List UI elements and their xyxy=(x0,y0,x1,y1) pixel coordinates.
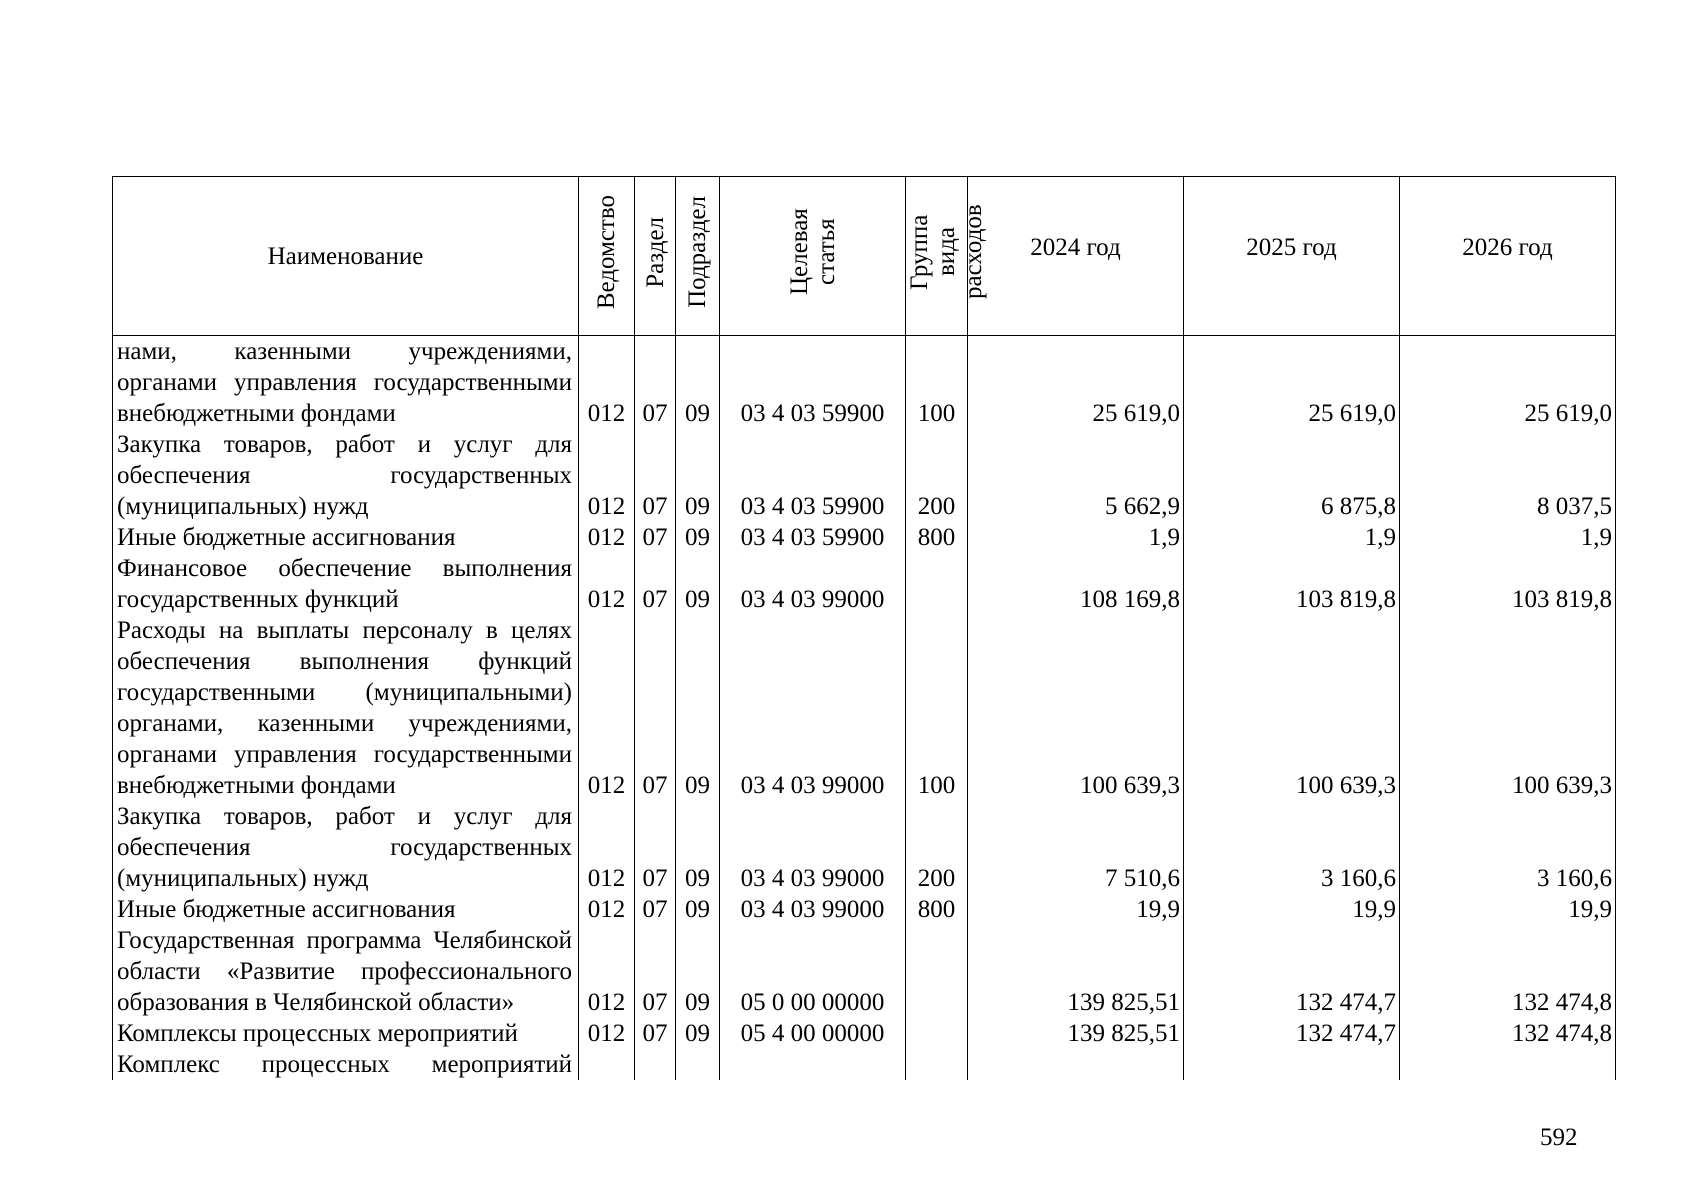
row-group: 800 xyxy=(906,894,968,925)
table-row xyxy=(113,1049,1616,1080)
row-2024: 5 662,9 xyxy=(968,429,1184,522)
row-name: Расходы на выплаты персоналу в целях обеспечения выполнения функций государственными (муниципальными) органами, казенными учреждениями, органами управления государственными внебюджетными фондами xyxy=(113,615,579,801)
budget-table xyxy=(112,176,1616,1080)
row-ved xyxy=(579,1049,635,1080)
header-vedomstvo: Ведомство xyxy=(579,177,635,336)
row-2026: 1,9 xyxy=(1400,522,1616,553)
row-2024 xyxy=(968,1049,1184,1080)
row-group xyxy=(906,1049,968,1080)
row-2025: 100 639,3 xyxy=(1184,615,1400,801)
table-row xyxy=(113,894,1616,925)
row-name: Финансовое обеспечение выполнения государственных функций xyxy=(113,553,579,615)
row-ved: 012 xyxy=(579,553,635,615)
table-row xyxy=(113,336,1616,430)
row-podr: 09 xyxy=(676,1018,720,1049)
row-razd: 07 xyxy=(635,336,676,430)
row-2026: 8 037,5 xyxy=(1400,429,1616,522)
row-group: 200 xyxy=(906,801,968,894)
row-name: Иные бюджетные ассигнования xyxy=(113,894,579,925)
row-razd: 07 xyxy=(635,429,676,522)
row-group: 200 xyxy=(906,429,968,522)
row-podr: 09 xyxy=(676,553,720,615)
row-ved: 012 xyxy=(579,894,635,925)
header-podrazdel: Подраздел xyxy=(676,177,720,336)
table-row xyxy=(113,925,1616,1018)
row-2026 xyxy=(1400,1049,1616,1080)
row-razd xyxy=(635,1049,676,1080)
table-row xyxy=(113,553,1616,615)
header-razdel: Раздел xyxy=(635,177,676,336)
row-podr: 09 xyxy=(676,336,720,430)
header-2024: 2024 год xyxy=(968,177,1184,336)
row-group: 100 xyxy=(906,615,968,801)
row-2024: 139 825,51 xyxy=(968,1018,1184,1049)
row-name: Закупка товаров, работ и услуг для обеспечения государственных (муниципальных) нужд xyxy=(113,801,579,894)
row-2025: 6 875,8 xyxy=(1184,429,1400,522)
row-2026: 25 619,0 xyxy=(1400,336,1616,430)
header-target: Целевая статья xyxy=(720,177,906,336)
row-group xyxy=(906,925,968,1018)
row-ved: 012 xyxy=(579,336,635,430)
row-2025 xyxy=(1184,1049,1400,1080)
page-number: 592 xyxy=(1540,1124,1578,1151)
table-row xyxy=(113,801,1616,894)
row-2025: 1,9 xyxy=(1184,522,1400,553)
row-ved: 012 xyxy=(579,1018,635,1049)
row-group: 800 xyxy=(906,522,968,553)
row-2024: 19,9 xyxy=(968,894,1184,925)
row-2026: 132 474,8 xyxy=(1400,1018,1616,1049)
row-podr: 09 xyxy=(676,894,720,925)
row-target: 03 4 03 99000 xyxy=(720,553,906,615)
row-podr: 09 xyxy=(676,615,720,801)
header-2025: 2025 год xyxy=(1184,177,1400,336)
row-name: Комплекс процессных мероприятий xyxy=(113,1049,579,1080)
row-target: 03 4 03 59900 xyxy=(720,336,906,430)
row-2025: 25 619,0 xyxy=(1184,336,1400,430)
header-2026: 2026 год xyxy=(1400,177,1616,336)
row-ved: 012 xyxy=(579,925,635,1018)
row-2025: 3 160,6 xyxy=(1184,801,1400,894)
row-2024: 1,9 xyxy=(968,522,1184,553)
row-2025: 19,9 xyxy=(1184,894,1400,925)
header-row xyxy=(113,177,1616,336)
header-group: Группа вида расходов xyxy=(906,177,968,336)
row-name: Закупка товаров, работ и услуг для обеспечения государственных (муниципальных) нужд xyxy=(113,429,579,522)
row-2025: 132 474,7 xyxy=(1184,1018,1400,1049)
table-row xyxy=(113,429,1616,522)
row-2024: 25 619,0 xyxy=(968,336,1184,430)
row-target: 03 4 03 99000 xyxy=(720,801,906,894)
row-target xyxy=(720,1049,906,1080)
row-razd: 07 xyxy=(635,615,676,801)
header-name: Наименование xyxy=(113,177,579,336)
row-2024: 139 825,51 xyxy=(968,925,1184,1018)
table-row xyxy=(113,522,1616,553)
row-ved: 012 xyxy=(579,801,635,894)
row-target: 05 4 00 00000 xyxy=(720,1018,906,1049)
row-2026: 132 474,8 xyxy=(1400,925,1616,1018)
row-target: 05 0 00 00000 xyxy=(720,925,906,1018)
row-razd: 07 xyxy=(635,894,676,925)
row-razd: 07 xyxy=(635,553,676,615)
row-2024: 7 510,6 xyxy=(968,801,1184,894)
row-2026: 19,9 xyxy=(1400,894,1616,925)
row-name: нами, казенными учреждениями, органами управления государственными внебюджетными фондами xyxy=(113,336,579,430)
table-row xyxy=(113,1018,1616,1049)
row-2025: 103 819,8 xyxy=(1184,553,1400,615)
row-name: Государственная программа Челябинской области «Развитие профессионального образования в Челябинской области» xyxy=(113,925,579,1018)
row-razd: 07 xyxy=(635,1018,676,1049)
row-2026: 100 639,3 xyxy=(1400,615,1616,801)
row-ved: 012 xyxy=(579,522,635,553)
row-target: 03 4 03 59900 xyxy=(720,522,906,553)
table-row xyxy=(113,615,1616,801)
row-razd: 07 xyxy=(635,925,676,1018)
row-2026: 3 160,6 xyxy=(1400,801,1616,894)
row-group: 100 xyxy=(906,336,968,430)
row-ved: 012 xyxy=(579,615,635,801)
row-2024: 108 169,8 xyxy=(968,553,1184,615)
row-podr: 09 xyxy=(676,925,720,1018)
row-ved: 012 xyxy=(579,429,635,522)
row-target: 03 4 03 99000 xyxy=(720,894,906,925)
row-group xyxy=(906,1018,968,1049)
row-name: Иные бюджетные ассигнования xyxy=(113,522,579,553)
row-razd: 07 xyxy=(635,522,676,553)
row-2025: 132 474,7 xyxy=(1184,925,1400,1018)
row-podr xyxy=(676,1049,720,1080)
row-razd: 07 xyxy=(635,801,676,894)
row-2026: 103 819,8 xyxy=(1400,553,1616,615)
row-podr: 09 xyxy=(676,522,720,553)
row-name: Комплексы процессных мероприятий xyxy=(113,1018,579,1049)
row-2024: 100 639,3 xyxy=(968,615,1184,801)
row-podr: 09 xyxy=(676,429,720,522)
row-target: 03 4 03 99000 xyxy=(720,615,906,801)
row-group xyxy=(906,553,968,615)
row-podr: 09 xyxy=(676,801,720,894)
row-target: 03 4 03 59900 xyxy=(720,429,906,522)
